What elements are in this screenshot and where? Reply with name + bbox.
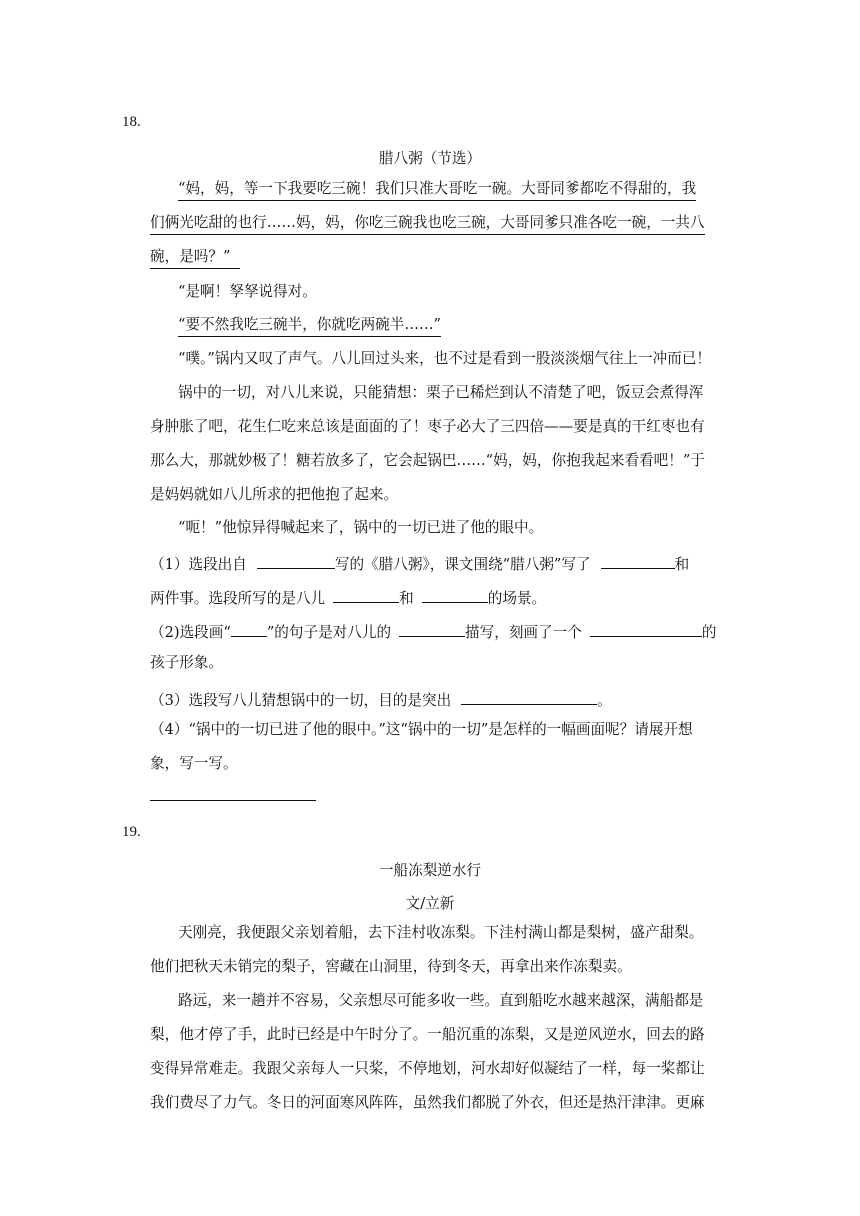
passage-text: 那么大，那就妙极了！糖若放多了，它会起锅巴……“妈，妈，你抱我起来看看吧！”于 <box>150 452 705 469</box>
underline-sample <box>231 622 267 637</box>
answer-blank[interactable] <box>333 588 399 603</box>
underlined-sentence: 们俩光吃甜的也行……妈，妈，你吃三碗我也吃三碗，大哥同爹只准各吃一碗，一共八 <box>150 214 705 235</box>
passage-text: 他们把秋天未销完的梨子，窖藏在山洞里，待到冬天，再拿出来作冻梨卖。 <box>150 958 632 975</box>
question-text: 。 <box>597 692 612 709</box>
passage-text: 梨，他才停了手，此时已经是中午时分了。一船沉重的冻梨，又是逆风逆水，回去的路 <box>150 1026 705 1043</box>
answer-blank[interactable] <box>601 554 675 569</box>
passage-text: 天刚亮，我便跟父亲划着船，去下洼村收冻梨。下洼村满山都是梨树，盛产甜梨。 <box>178 924 704 941</box>
question-text: （2)选段画“ <box>150 624 231 641</box>
passage-text: 身肿胀了吧，花生仁吃来总该是面面的了！枣子必大了三四倍——要是真的干红枣也有 <box>150 418 705 435</box>
question-number-18: 18. <box>122 114 141 130</box>
passage-author: 文/立新 <box>405 895 455 912</box>
passage-text <box>178 318 441 333</box>
question-text: 两件事。选段所写的是八儿 <box>150 590 326 607</box>
question-text: （3）选段写八儿猜想锅中的一切，目的是突出 <box>150 692 452 709</box>
passage-text: 我们费尽了力气。冬日的河面寒风阵阵，虽然我们都脱了外衣，但还是热汗津津。更麻 <box>150 1094 705 1111</box>
passage-text: 路远，来一趟并不容易，父亲想尽可能多收一些。直到船吃水越来越深，满船都是 <box>178 992 704 1009</box>
question-number-19: 19. <box>122 824 141 840</box>
underlined-sentence: “要不然我吃三碗半，你就吃两碗半……” <box>178 316 441 337</box>
question-text: 描写，刻画了一个 <box>465 624 582 641</box>
passage-text <box>150 216 705 231</box>
question-text: 的 <box>701 624 717 641</box>
sub-question-2 <box>150 622 716 641</box>
passage-text: “呃！”他惊异得喊起来了，锅中的一切已进了他的眼中。 <box>178 519 544 536</box>
passage-text: 锅中的一切，对八儿来说，只能猜想：栗子已稀烂到认不清楚了吧，饭豆会煮得浑 <box>178 384 704 401</box>
answer-blank[interactable] <box>461 690 597 705</box>
question-text: 的场景。 <box>487 590 547 607</box>
answer-blank[interactable] <box>590 622 702 637</box>
passage-text: “是啊！孥孥说得对。 <box>178 283 317 300</box>
sub-question-4-cont: 象，写一写。 <box>150 755 238 772</box>
sub-question-1 <box>150 554 689 573</box>
question-text: （1）选段出自 <box>150 556 247 573</box>
question-text: 和 <box>674 556 690 573</box>
underlined-sentence: 碗，是吗？” <box>150 248 240 269</box>
passage-text: 是妈妈就如八儿所求的把他抱了起来。 <box>150 486 399 503</box>
question-text: ”的句子是对八儿的 <box>266 624 392 641</box>
passage-text <box>178 182 696 197</box>
underlined-sentence: “妈，妈，等一下我要吃三碗！我们只准大哥吃一碗。大哥同爹都吃不得甜的，我 <box>178 180 696 201</box>
sub-question-2-cont: 孩子形象。 <box>150 654 223 671</box>
sub-question-3 <box>150 690 612 709</box>
answer-blank[interactable] <box>422 588 488 603</box>
passage-text: “噗。”锅内又叹了声气。八儿回过头来，也不过是看到一股淡淡烟气往上一冲而已！ <box>178 350 711 367</box>
answer-blank[interactable] <box>257 554 335 569</box>
passage-text: 变得异常难走。我跟父亲每人一只桨，不停地划，河水却好似凝结了一样，每一桨都让 <box>150 1060 705 1077</box>
passage-title-frozen-pears: 一船冻梨逆水行 <box>378 862 482 879</box>
sub-question-1-cont <box>150 588 546 607</box>
answer-blank[interactable] <box>399 622 465 637</box>
sub-question-4: （4）“锅中的一切已进了他的眼中。”这“锅中的一切”是怎样的一幅画面呢？请展开想 <box>150 721 693 738</box>
passage-title-laba: 腊八粥（节选） <box>378 150 482 167</box>
question-text: 和 <box>399 590 414 607</box>
question-text: 写的《腊八粥》，课文围绕“腊八粥”写了 <box>334 556 591 573</box>
answer-line[interactable] <box>150 800 316 801</box>
passage-text <box>150 250 240 265</box>
